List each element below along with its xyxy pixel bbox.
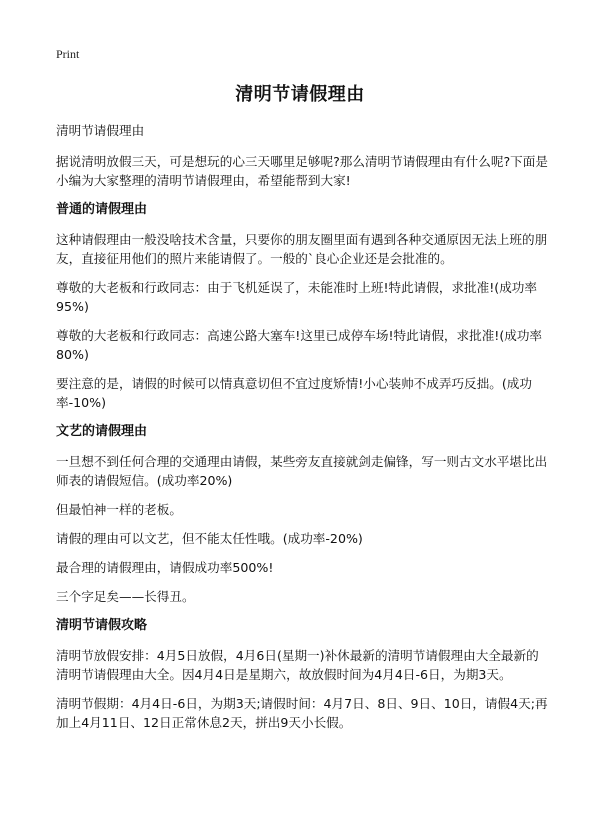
paragraph: 这种请假理由一般没啥技术含量，只要你的朋友圈里面有遇到各种交通原因无法上班的朋友，直接征用他们的照片来能请假了。一般的`良心企业还是会批准的。 [56, 232, 548, 266]
paragraph: 尊敬的大老板和行政同志：由于飞机延误了，未能准时上班!特此请假，求批准!(成功率95%) [56, 280, 537, 314]
paragraph: 三个字足矣——长得丑。 [56, 589, 195, 604]
paragraph: 一旦想不到任何合理的交通理由请假，某些旁友直接就剑走偏锋，写一则古文水平堪比出师表的请假短信。(成功率20%) [56, 454, 548, 488]
subtitle: 清明节请假理由 [56, 123, 145, 138]
paragraph: 要注意的是，请假的时候可以情真意切但不宜过度矫情!小心装帅不成弄巧反拙。(成功率-10%) [56, 376, 532, 410]
paragraph: 清明节放假安排：4月5日放假，4月6日(星期一)补休最新的清明节请假理由大全最新的清明节请假理由大全。因4月4日是星期六，故放假时间为4月4日-6日，为期3天。 [56, 648, 539, 682]
section-leave-strategy [56, 616, 550, 732]
section-ordinary-reasons [56, 200, 550, 412]
print-label: Print [56, 47, 80, 61]
section-heading: 清明节请假攻略 [56, 618, 148, 633]
paragraph: 清明节假期：4月4日-6日，为期3天;请假时间：4月7日、8日、9日、10日，请假4天;再加上4月11日、12日正常休息2天，拼出9天小长假。 [56, 696, 548, 730]
paragraph: 但最怕神一样的老板。 [56, 502, 182, 517]
page-title: 清明节请假理由 [235, 84, 365, 105]
intro-paragraph: 据说清明放假三天，可是想玩的心三天哪里足够呢?那么清明节请假理由有什么呢?下面是小编为大家整理的清明节请假理由，希望能帮到大家! [56, 154, 548, 188]
paragraph: 尊敬的大老板和行政同志：高速公路大塞车!这里已成停车场!特此请假，求批准!(成功率80%) [56, 328, 543, 362]
paragraph: 请假的理由可以文艺，但不能太任性哦。(成功率-20%) [56, 531, 363, 546]
section-literary-reasons [56, 422, 550, 606]
section-heading: 文艺的请假理由 [56, 424, 148, 439]
section-heading: 普通的请假理由 [56, 202, 148, 217]
article-body [56, 121, 550, 742]
paragraph: 最合理的请假理由，请假成功率500%! [56, 560, 274, 575]
